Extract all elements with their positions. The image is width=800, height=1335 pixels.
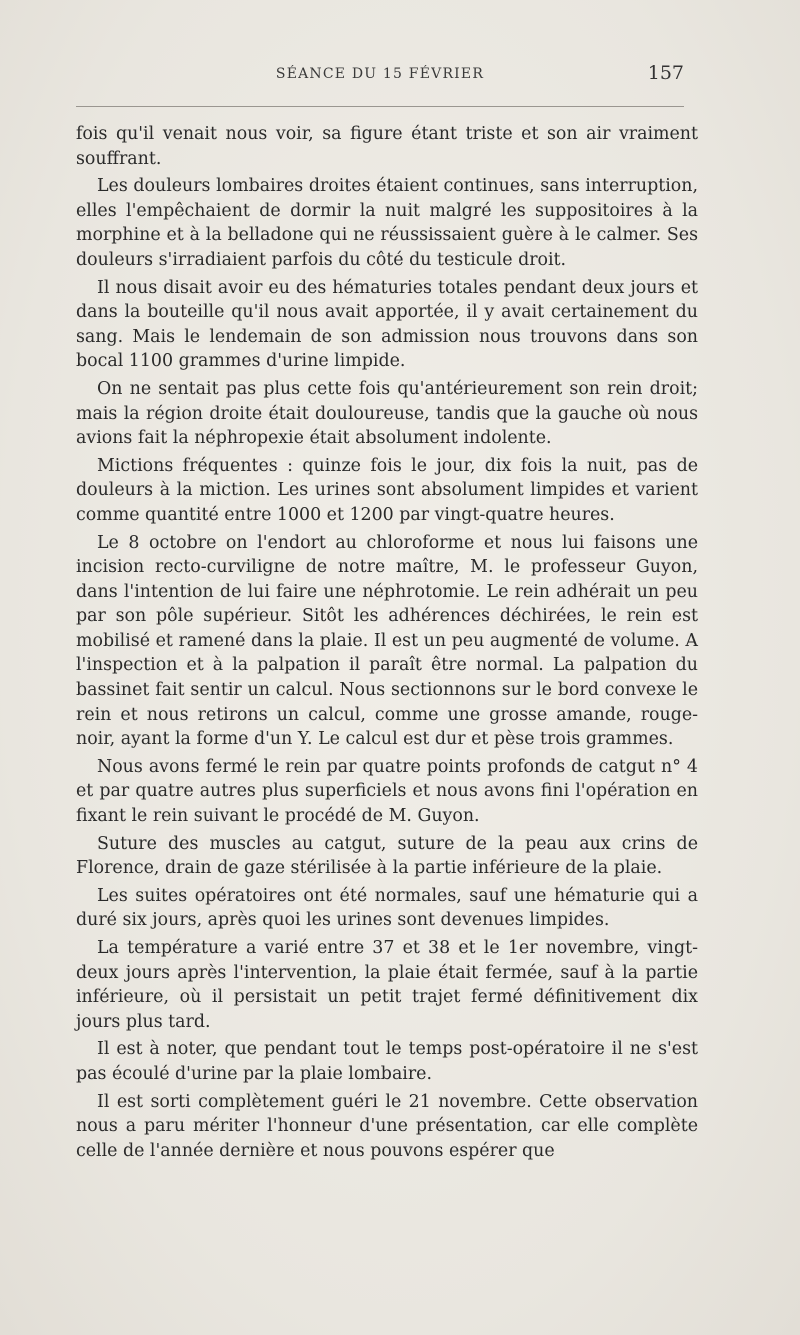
paragraph: Suture des muscles au catgut, suture de la peau aux crins de Florence, drain de gaze stérilisée à la partie inférieure de la plaie. xyxy=(76,833,698,879)
paragraph: Les douleurs lombaires droites étaient continues, sans interruption, elles l'empêchaient de dormir la nuit malgré les suppositoires à la morphine et à la belladone qui ne réussissaient guère à le calmer. Ses douleurs s'irradiaient parfois du côté du testicule droit. xyxy=(76,176,698,270)
paragraph: Mictions fréquentes : quinze fois le jour, dix fois la nuit, pas de douleurs à la miction. Les urines sont absolument limpides et varient comme quantité entre 1000 et 1200 par vingt-quatre heures. xyxy=(76,455,698,525)
page-header xyxy=(76,62,684,92)
body-text xyxy=(76,122,698,1163)
paragraph: Nous avons fermé le rein par quatre points profonds de catgut n° 4 et par quatre autres plus superficiels et nous avons fini l'opération en fixant le rein suivant le procédé de M. Guyon. xyxy=(76,756,698,827)
header-rule xyxy=(76,106,684,107)
paragraph: Il est sorti complètement guéri le 21 novembre. Cette observation nous a paru mériter l'honneur d'une présentation, car elle complète celle de l'année dernière et nous pouvons espérer que xyxy=(76,1091,698,1161)
paragraph: Il est à noter, que pendant tout le temps post-opératoire il ne s'est pas écoulé d'urine par la plaie lombaire. xyxy=(76,1039,698,1084)
paragraph: La température a varié entre 37 et 38 et le 1er novembre, vingt-deux jours après l'intervention, la plaie était fermée, sauf à la partie inférieure, où il persistait un petit trajet fermé définitivement dix jours plus tard. xyxy=(76,938,698,1032)
paragraph: On ne sentait pas plus cette fois qu'antérieurement son rein droit; mais la région droite était douloureuse, tandis que la gauche où nous avions fait la néphropexie était absolument indolente. xyxy=(76,378,698,449)
running-head: SÉANCE DU 15 FÉVRIER xyxy=(275,66,485,82)
paragraph: Le 8 octobre on l'endort au chloroforme et nous lui faisons une incision recto-curviligne de notre maître, M. le professeur Guyon, dans l'intention de lui faire une néphrotomie. Le rein adhérait un peu par son pôle supérieur. Sitôt les adhérences déchirées, le rein est mobilisé et ramené dans la plaie. Il est un peu augmenté de volume. A l'inspection et à la palpation il paraît être normal. La palpation du bassinet fait sentir un calcul. Nous sectionnons sur le bord convexe le rein et nous retirons un calcul, comme une grosse amande, rouge-noir, ayant la forme d'un Y. Le calcul est dur et pèse trois grammes. xyxy=(76,532,698,750)
paragraph: Il nous disait avoir eu des hématuries totales pendant deux jours et dans la bouteille qu'il nous avait apportée, il y avait certainement du sang. Mais le lendemain de son admission nous trouvons dans son bocal 1100 grammes d'urine limpide. xyxy=(76,277,698,372)
paragraph-continued: fois qu'il venait nous voir, sa figure étant triste et son air vraiment souffrant. xyxy=(76,124,698,169)
paragraph: Les suites opératoires ont été normales, sauf une hématurie qui a duré six jours, après quoi les urines sont devenues limpides. xyxy=(76,885,698,931)
page-number: 157 xyxy=(647,62,684,84)
